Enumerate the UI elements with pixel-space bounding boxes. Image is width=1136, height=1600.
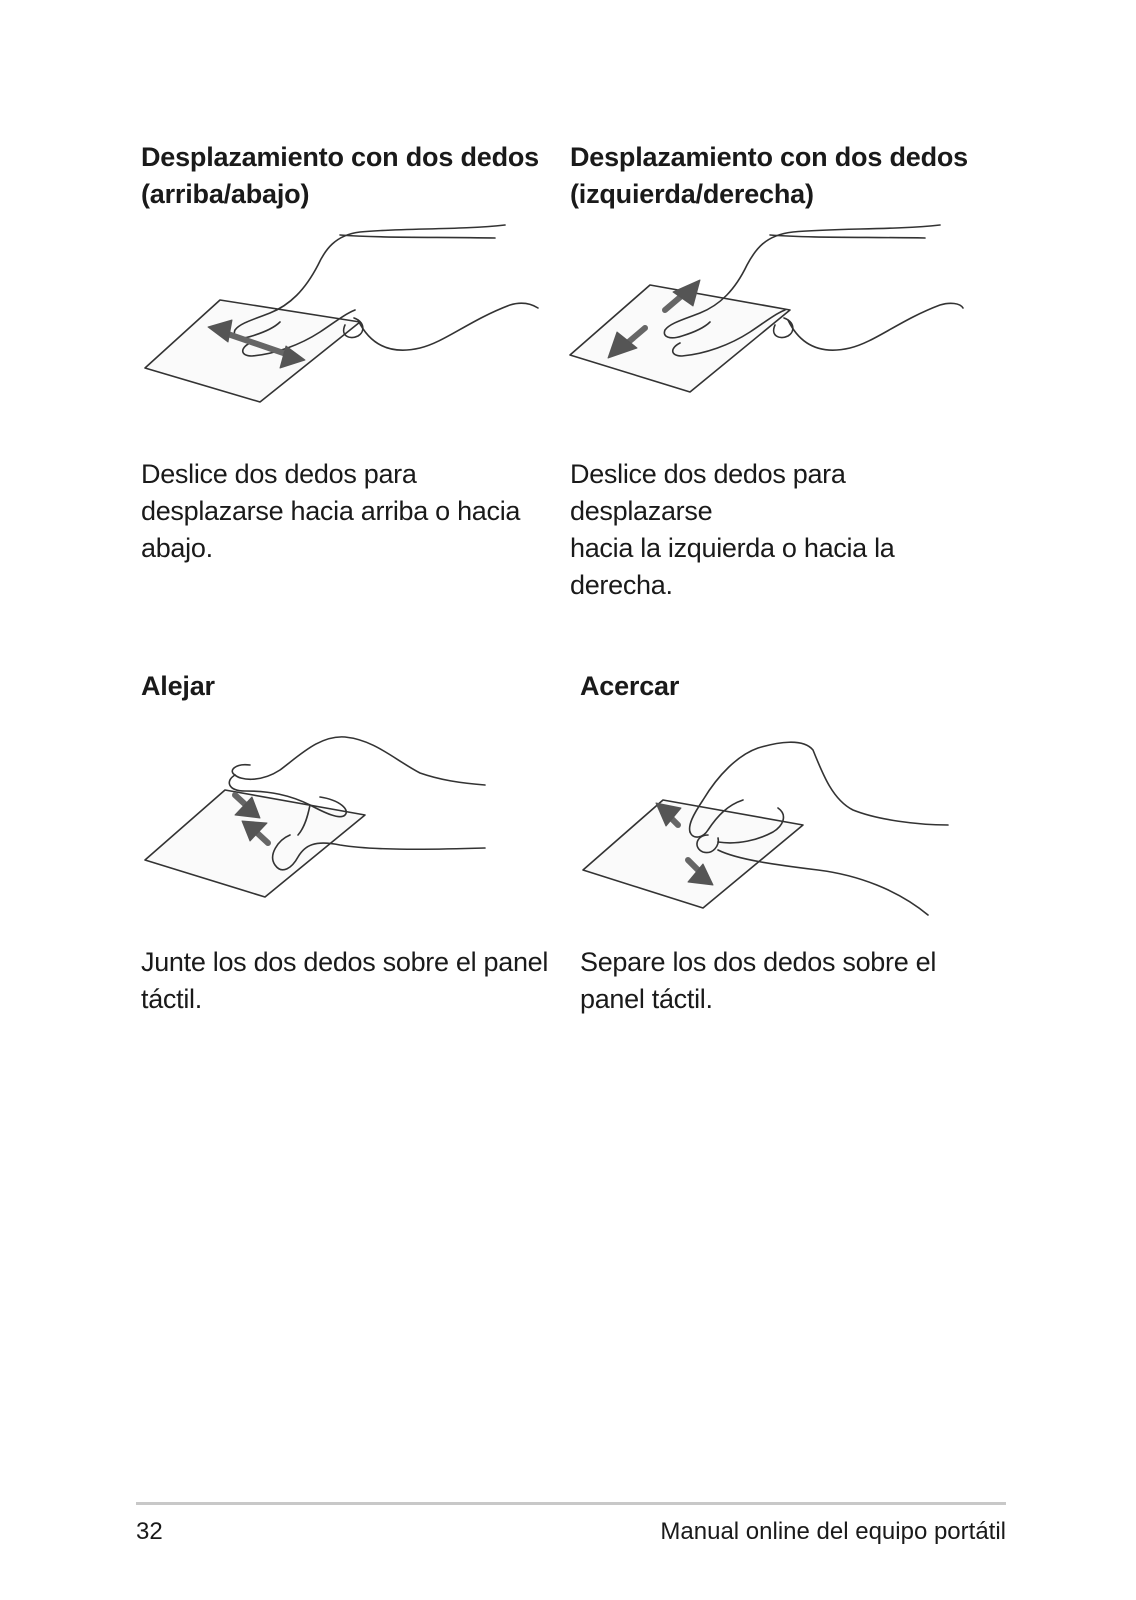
description-line: abajo. [141,533,213,563]
two-finger-scroll-horizontal-icon [565,210,965,420]
description-line: Separe los dos dedos sobre el [580,947,937,977]
gesture-description [141,944,561,1018]
gesture-scroll-vertical-description [141,456,561,567]
description-line: Deslice dos dedos para [141,459,417,489]
gesture-title [141,139,561,213]
gesture-zoom-in [580,668,1000,705]
gesture-title [570,139,990,213]
two-finger-scroll-vertical-icon [140,210,540,420]
gesture-zoom-out [141,668,561,705]
gesture-title [141,668,561,705]
gesture-title-line: Alejar [141,671,215,701]
gesture-title-line: Acercar [580,671,680,701]
gesture-zoom-in-description [580,944,1000,1018]
gesture-title [580,668,1000,705]
gesture-description [141,456,561,567]
pinch-zoom-out-icon [140,735,490,905]
gesture-title-line: (izquierda/derecha) [570,179,814,209]
manual-title: Manual online del equipo portátil [660,1518,1006,1545]
gesture-scroll-horizontal-description [570,456,990,604]
description-line: Junte los dos dedos sobre el panel [141,947,549,977]
spread-zoom-in-icon [578,740,958,930]
description-line: derecha. [570,570,673,600]
gesture-title-line: (arriba/abajo) [141,179,310,209]
gesture-scroll-horizontal [570,139,990,213]
description-line: Deslice dos dedos para desplazarse [570,459,846,526]
gesture-title-line: Desplazamiento con dos dedos [570,142,968,172]
gesture-zoom-out-description [141,944,561,1018]
description-line: táctil. [141,984,202,1014]
gesture-description [580,944,1000,1018]
footer-divider [136,1502,1006,1505]
gesture-description [570,456,990,604]
page-number: 32 [136,1518,163,1545]
description-line: hacia la izquierda o hacia la [570,533,895,563]
gesture-scroll-vertical [141,139,561,213]
description-line: desplazarse hacia arriba o hacia [141,496,521,526]
description-line: panel táctil. [580,984,713,1014]
gesture-title-line: Desplazamiento con dos dedos [141,142,539,172]
